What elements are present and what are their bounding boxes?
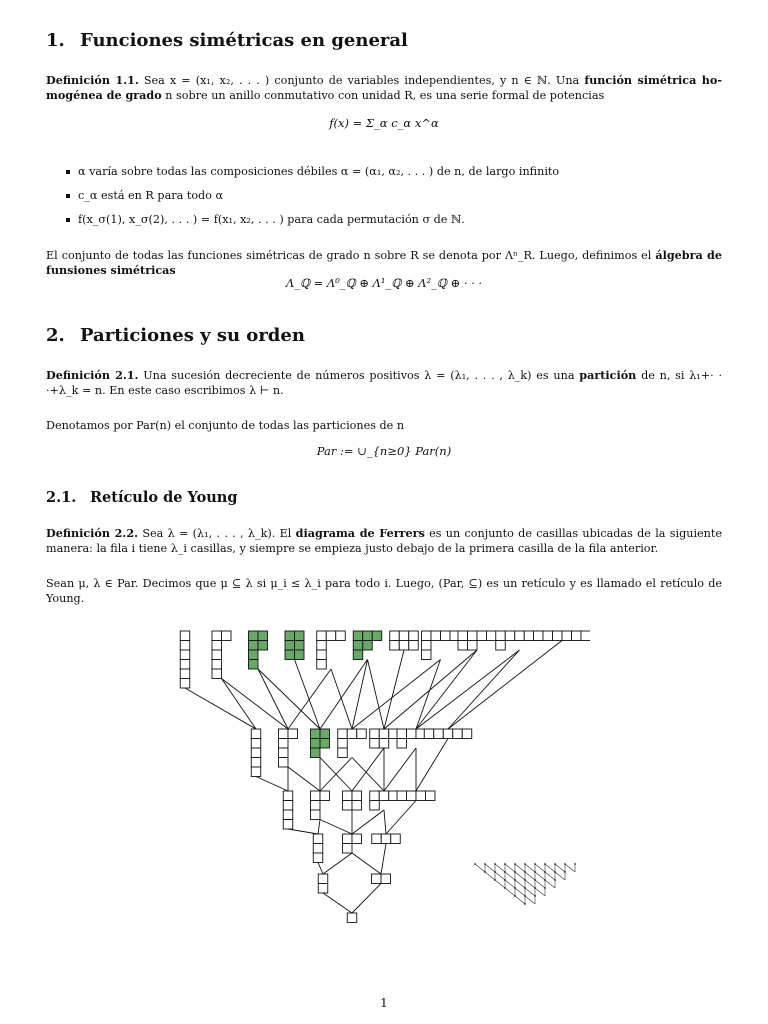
ferrers-cell xyxy=(311,801,321,811)
ferrers-cell xyxy=(249,660,259,670)
para-bold: álgebra de funsiones simétricas xyxy=(46,248,722,277)
thumbnail-edge xyxy=(515,872,525,880)
def-1-1-bold: función simétrica ho-mogénea de grado xyxy=(46,73,723,102)
ferrers-cell xyxy=(320,729,330,739)
lattice-edge xyxy=(256,777,288,792)
ferrers-diagram xyxy=(279,729,298,767)
ferrers-diagram xyxy=(338,729,367,758)
ferrers-diagram xyxy=(370,791,399,810)
thumbnail-edge xyxy=(565,864,575,872)
para-text: El conjunto de todas las funciones simétricas de grado n sobre R se denota por Λⁿ_R. Luego, definimos el xyxy=(46,249,652,262)
section-2-heading xyxy=(46,325,305,346)
ferrers-cell xyxy=(407,791,417,801)
ferrers-cell xyxy=(279,739,289,749)
ferrers-cell xyxy=(363,631,373,641)
ferrers-cell xyxy=(313,853,323,863)
ferrers-cell xyxy=(285,650,295,660)
bullet-item: c_α está en R para todo α xyxy=(60,188,559,212)
paragraph-par: Denotamos por Par(n) el conjunto de todas las particiones de n xyxy=(46,419,405,432)
ferrers-cell xyxy=(180,650,190,660)
ferrers-cell xyxy=(409,641,419,651)
ferrers-diagram xyxy=(422,631,460,660)
subsection-2-1-heading xyxy=(46,489,237,506)
thumbnail-node xyxy=(494,879,496,881)
thumbnail-node xyxy=(494,863,496,865)
ferrers-cell xyxy=(212,669,222,679)
lattice-edge xyxy=(416,739,448,792)
ferrers-cell xyxy=(251,729,261,739)
thumbnail-node xyxy=(514,863,516,865)
lattice-edge xyxy=(323,893,352,913)
ferrers-cell xyxy=(317,641,327,651)
ferrers-cell xyxy=(468,631,478,641)
thumbnail-edge xyxy=(525,896,535,904)
ferrers-cell xyxy=(251,748,261,758)
lattice-edge xyxy=(295,660,321,730)
thumbnail-node xyxy=(504,863,506,865)
thumbnail-node xyxy=(514,871,516,873)
thumbnail-node xyxy=(574,863,576,865)
ferrers-cell xyxy=(372,631,382,641)
thumbnail-edge xyxy=(495,872,505,880)
ferrers-cell xyxy=(347,913,357,923)
thumbnail-edge xyxy=(535,880,545,888)
lattice-edge xyxy=(448,650,520,729)
def-2-1-label: Definición 2.1. xyxy=(46,368,139,382)
ferrers-cell xyxy=(338,729,348,739)
ferrers-diagram xyxy=(347,913,357,923)
ferrers-cell xyxy=(283,820,293,830)
thumbnail-node xyxy=(484,871,486,873)
ferrers-cell xyxy=(553,631,563,641)
thumbnail-edge xyxy=(505,864,515,872)
section-1-heading xyxy=(46,30,408,51)
ferrers-diagram xyxy=(311,729,330,758)
ferrers-cell xyxy=(379,739,389,749)
ferrers-cell xyxy=(311,810,321,820)
formula-fx: f(x) = Σ_α c_α x^α xyxy=(329,116,439,130)
thumbnail-node xyxy=(544,863,546,865)
ferrers-cell xyxy=(379,729,389,739)
young-lattice-figure xyxy=(170,626,590,932)
ferrers-cell xyxy=(572,631,582,641)
ferrers-cell xyxy=(318,874,328,884)
thumbnail-edge xyxy=(515,880,525,888)
thumbnail-edge xyxy=(495,880,505,888)
ferrers-diagram xyxy=(390,631,419,650)
thumbnail-node xyxy=(534,887,536,889)
ferrers-cell xyxy=(326,631,336,641)
thumbnail-edge xyxy=(525,888,535,896)
thumbnail-edge xyxy=(495,864,505,872)
lattice-edge xyxy=(448,641,562,730)
ferrers-cell xyxy=(180,669,190,679)
lattice-edge xyxy=(258,669,288,729)
ferrers-cell xyxy=(363,641,373,651)
lattice-edge xyxy=(384,810,386,834)
ferrers-cell xyxy=(453,729,463,739)
ferrers-diagram xyxy=(353,631,382,660)
ferrers-cell xyxy=(343,844,353,854)
thumbnail-node xyxy=(534,871,536,873)
ferrers-cell xyxy=(407,729,417,739)
lattice-edge xyxy=(323,853,352,874)
subsection-2-1-title: Retículo de Young xyxy=(90,489,238,506)
thumbnail-node xyxy=(544,871,546,873)
thumbnail-edge xyxy=(555,872,565,880)
ferrers-cell xyxy=(343,801,353,811)
lattice-edge xyxy=(185,688,256,729)
ferrers-cell xyxy=(313,834,323,844)
def-2-2-text: Sea λ = (λ₁, . . . , λ_k). El xyxy=(142,527,292,540)
lattice-edge xyxy=(384,748,416,791)
thumbnail-node xyxy=(564,871,566,873)
lattice-edge xyxy=(352,748,384,791)
thumbnail-node xyxy=(514,887,516,889)
thumbnail-edge xyxy=(505,888,515,896)
ferrers-cell xyxy=(251,758,261,768)
subsection-2-1-number: 2.1. xyxy=(46,489,77,506)
ferrers-cell xyxy=(496,641,506,651)
ferrers-diagram xyxy=(372,834,401,844)
ferrers-cell xyxy=(311,729,321,739)
thumbnail-node xyxy=(524,871,526,873)
ferrers-cell xyxy=(562,631,572,641)
ferrers-cell xyxy=(357,729,367,739)
ferrers-cell xyxy=(370,729,380,739)
lattice-edge xyxy=(352,884,381,914)
ferrers-cell xyxy=(524,631,534,641)
ferrers-cell xyxy=(180,660,190,670)
ferrers-cell xyxy=(487,631,497,641)
paragraph-symmetric-algebra xyxy=(46,248,722,278)
def-1-1-label: Definición 1.1. xyxy=(46,73,139,87)
ferrers-cell xyxy=(353,641,363,651)
lattice-edge xyxy=(288,767,320,791)
ferrers-cell xyxy=(279,748,289,758)
ferrers-cell xyxy=(251,739,261,749)
ferrers-diagram xyxy=(534,631,591,641)
ferrers-cell xyxy=(320,791,330,801)
ferrers-cell xyxy=(347,729,357,739)
ferrers-diagram xyxy=(397,791,435,801)
ferrers-diagram xyxy=(318,874,328,893)
ferrers-cell xyxy=(397,791,407,801)
paragraph-young-lattice: Sean μ, λ ∈ Par. Decimos que μ ⊆ λ si μ_i ≤ λ_i para todo i. Luego, (Par, ⊆) es un retículo y es llamado el retículo de Young. xyxy=(46,577,722,605)
ferrers-cell xyxy=(381,834,391,844)
thumbnail-node xyxy=(494,871,496,873)
ferrers-cell xyxy=(397,739,407,749)
thumbnail-node xyxy=(544,887,546,889)
ferrers-cell xyxy=(397,729,407,739)
ferrers-cell xyxy=(343,834,353,844)
def-1-1-line2: n sobre un anillo conmutativo con unidad R, es una serie formal de potencias xyxy=(165,89,605,102)
def-2-2-bold: diagrama de Ferrers xyxy=(295,526,425,540)
ferrers-cell xyxy=(431,631,441,641)
ferrers-cell xyxy=(283,801,293,811)
thumbnail-edge xyxy=(505,880,515,888)
ferrers-cell xyxy=(212,641,222,651)
lattice-edge xyxy=(258,669,320,729)
ferrers-cell xyxy=(458,641,468,651)
ferrers-cell xyxy=(390,631,400,641)
ferrers-cell xyxy=(295,650,305,660)
lattice-edge xyxy=(384,650,404,729)
thumbnail-node xyxy=(534,879,536,881)
ferrers-cell xyxy=(283,810,293,820)
ferrers-diagram xyxy=(180,631,190,688)
thumbnail-edge xyxy=(525,872,535,880)
ferrers-cell xyxy=(318,884,328,894)
ferrers-cell xyxy=(279,729,289,739)
ferrers-cell xyxy=(399,641,409,651)
bullet-list xyxy=(60,164,559,236)
ferrers-cell xyxy=(311,739,321,749)
thumbnail-edge xyxy=(525,864,535,872)
bullet-item: f(x_σ(1), x_σ(2), . . . ) = f(x₁, x₂, . . . ) para cada permutación σ de ℕ. xyxy=(60,212,559,236)
ferrers-cell xyxy=(426,791,436,801)
thumbnail-node xyxy=(534,863,536,865)
ferrers-cell xyxy=(295,631,305,641)
lattice-edge xyxy=(318,863,323,875)
def-1-1-line1: Sea x = (x₁, x₂, . . . ) conjunto de variables independientes, y n ∈ ℕ. Una xyxy=(143,74,580,87)
ferrers-cell xyxy=(212,660,222,670)
ferrers-cell xyxy=(336,631,346,641)
definition-1-1 xyxy=(46,73,722,103)
def-2-2-text2: es un conjunto de casillas ubicadas de la siguiente manera: la fila i tiene λ_i casillas, y siempre se empieza justo debajo de la primera casilla de la fila anterior. xyxy=(46,527,722,555)
thumbnail-edge xyxy=(545,872,555,880)
thumbnail-edge xyxy=(525,880,535,888)
section-1-title: Funciones simétricas en general xyxy=(80,30,408,51)
section-2-number: 2. xyxy=(46,325,65,346)
thumbnail-node xyxy=(524,895,526,897)
ferrers-cell xyxy=(399,631,409,641)
ferrers-diagram xyxy=(343,834,362,853)
thumbnail-node xyxy=(524,887,526,889)
thumbnail-edge xyxy=(485,864,495,872)
ferrers-cell xyxy=(279,758,289,768)
lattice-edge xyxy=(222,679,257,730)
ferrers-cell xyxy=(288,729,298,739)
thumbnail-edge xyxy=(545,880,555,888)
thumbnail-edge xyxy=(515,896,525,904)
ferrers-cell xyxy=(372,834,382,844)
thumbnail-edge xyxy=(535,888,545,896)
ferrers-cell xyxy=(352,801,362,811)
ferrers-cell xyxy=(543,631,553,641)
ferrers-cell xyxy=(391,834,401,844)
ferrers-diagram xyxy=(285,631,304,660)
ferrers-diagram xyxy=(249,631,268,669)
ferrers-cell xyxy=(409,631,419,641)
lattice-thumbnail xyxy=(474,863,576,905)
def-2-1-text2: de n, si λ₁+· · ·+λ_k = n. En este caso escribimos λ ⊢ n. xyxy=(46,369,723,397)
lattice-edge xyxy=(352,810,384,834)
ferrers-cell xyxy=(338,739,348,749)
thumbnail-node xyxy=(544,879,546,881)
lattice-edge xyxy=(352,758,384,792)
thumbnail-node xyxy=(504,871,506,873)
ferrers-cell xyxy=(283,791,293,801)
thumbnail-node xyxy=(524,903,526,905)
def-2-1-bold: partición xyxy=(579,368,637,382)
ferrers-cell xyxy=(422,650,432,660)
bullet-item: α varía sobre todas las composiciones débiles α = (α₁, α₂, . . . ) de n, de largo infinito xyxy=(60,164,559,188)
lattice-edge xyxy=(416,660,441,730)
thumbnail-edge xyxy=(535,864,545,872)
ferrers-cell xyxy=(180,641,190,651)
thumbnail-node xyxy=(564,863,566,865)
thumbnail-edge xyxy=(475,864,485,872)
ferrers-cell xyxy=(353,650,363,660)
thumbnail-edge xyxy=(515,888,525,896)
ferrers-cell xyxy=(313,844,323,854)
thumbnail-edge xyxy=(535,872,545,880)
ferrers-cell xyxy=(352,834,362,844)
ferrers-cell xyxy=(379,791,389,801)
formula-lambda-q: Λ_ℚ = Λ⁰_ℚ ⊕ Λ¹_ℚ ⊕ Λ²_ℚ ⊕ · · · xyxy=(285,276,483,290)
lattice-edge xyxy=(222,679,289,730)
ferrers-diagram xyxy=(283,791,293,829)
lattice-edge xyxy=(386,801,416,835)
ferrers-cell xyxy=(311,748,321,758)
ferrers-cell xyxy=(534,631,544,641)
ferrers-cell xyxy=(468,641,478,651)
ferrers-cell xyxy=(251,767,261,777)
lattice-edge xyxy=(288,669,331,729)
ferrers-cell xyxy=(285,631,295,641)
thumbnail-node xyxy=(534,895,536,897)
ferrers-cell xyxy=(390,641,400,651)
lattice-edge xyxy=(331,669,352,729)
lattice-edge xyxy=(320,820,352,835)
ferrers-cell xyxy=(416,791,426,801)
thumbnail-node xyxy=(524,879,526,881)
ferrers-cell xyxy=(477,631,487,641)
ferrers-diagram xyxy=(458,631,496,650)
definition-2-2 xyxy=(46,526,722,556)
ferrers-diagram xyxy=(317,631,346,669)
ferrers-cell xyxy=(338,748,348,758)
ferrers-cell xyxy=(317,660,327,670)
ferrers-cell xyxy=(505,631,515,641)
ferrers-cell xyxy=(311,791,321,801)
def-2-1-text: Una sucesión decreciente de números positivos λ = (λ₁, . . . , λ_k) es una xyxy=(143,369,575,382)
ferrers-cell xyxy=(441,631,451,641)
lattice-edge xyxy=(318,820,320,835)
ferrers-cell xyxy=(353,631,363,641)
ferrers-cell xyxy=(372,874,382,884)
ferrers-cell xyxy=(249,650,259,660)
thumbnail-node xyxy=(484,863,486,865)
lattice-edge xyxy=(320,660,368,730)
thumbnail-node xyxy=(554,879,556,881)
thumbnail-node xyxy=(504,887,506,889)
ferrers-cell xyxy=(285,641,295,651)
ferrers-cell xyxy=(424,729,434,739)
thumbnail-edge xyxy=(485,872,495,880)
ferrers-cell xyxy=(496,631,506,641)
thumbnail-edge xyxy=(555,864,565,872)
lattice-edge xyxy=(368,660,385,730)
ferrers-diagram xyxy=(311,791,330,820)
thumbnail-edge xyxy=(545,864,555,872)
ferrers-diagram xyxy=(313,834,323,863)
section-2-title: Particiones y su orden xyxy=(80,325,305,346)
thumbnail-node xyxy=(554,863,556,865)
lattice-edge xyxy=(352,853,381,874)
ferrers-cell xyxy=(249,641,259,651)
thumbnail-node xyxy=(504,879,506,881)
thumbnail-node xyxy=(554,871,556,873)
ferrers-diagram xyxy=(251,729,261,777)
ferrers-cell xyxy=(462,729,472,739)
ferrers-cell xyxy=(258,631,268,641)
ferrers-diagram xyxy=(212,631,231,679)
lattice-edge xyxy=(381,844,386,875)
ferrers-diagram xyxy=(343,791,362,810)
thumbnail-node xyxy=(514,879,516,881)
formula-par: Par := ∪_{n≥0} Par(n) xyxy=(316,444,452,458)
ferrers-diagram xyxy=(372,874,391,884)
ferrers-cell xyxy=(212,631,222,641)
ferrers-cell xyxy=(222,631,232,641)
ferrers-diagram xyxy=(424,729,472,739)
ferrers-cell xyxy=(422,631,432,641)
thumbnail-edge xyxy=(505,872,515,880)
ferrers-cell xyxy=(317,650,327,660)
definition-2-1 xyxy=(46,368,722,398)
ferrers-cell xyxy=(370,801,380,811)
ferrers-cell xyxy=(581,631,590,641)
ferrers-diagram xyxy=(370,729,399,748)
ferrers-cell xyxy=(422,641,432,651)
ferrers-cell xyxy=(370,739,380,749)
def-2-2-label: Definición 2.2. xyxy=(46,526,138,540)
thumbnail-node xyxy=(474,863,476,865)
ferrers-cell xyxy=(434,729,444,739)
ferrers-cell xyxy=(458,631,468,641)
ferrers-cell xyxy=(343,791,353,801)
ferrers-cell xyxy=(249,631,259,641)
ferrers-cell xyxy=(515,631,525,641)
ferrers-cell xyxy=(258,641,268,651)
lattice-edge xyxy=(288,829,318,834)
ferrers-cell xyxy=(370,791,380,801)
ferrers-cell xyxy=(352,791,362,801)
ferrers-cell xyxy=(443,729,453,739)
ferrers-cell xyxy=(180,679,190,689)
ferrers-cell xyxy=(320,739,330,749)
ferrers-cell xyxy=(381,874,391,884)
thumbnail-edge xyxy=(515,864,525,872)
ferrers-cell xyxy=(317,631,327,641)
ferrers-cell xyxy=(212,650,222,660)
ferrers-cell xyxy=(295,641,305,651)
page-number: 1 xyxy=(380,996,388,1010)
thumbnail-node xyxy=(514,895,516,897)
section-1-number: 1. xyxy=(46,30,65,51)
ferrers-cell xyxy=(180,631,190,641)
thumbnail-node xyxy=(524,863,526,865)
